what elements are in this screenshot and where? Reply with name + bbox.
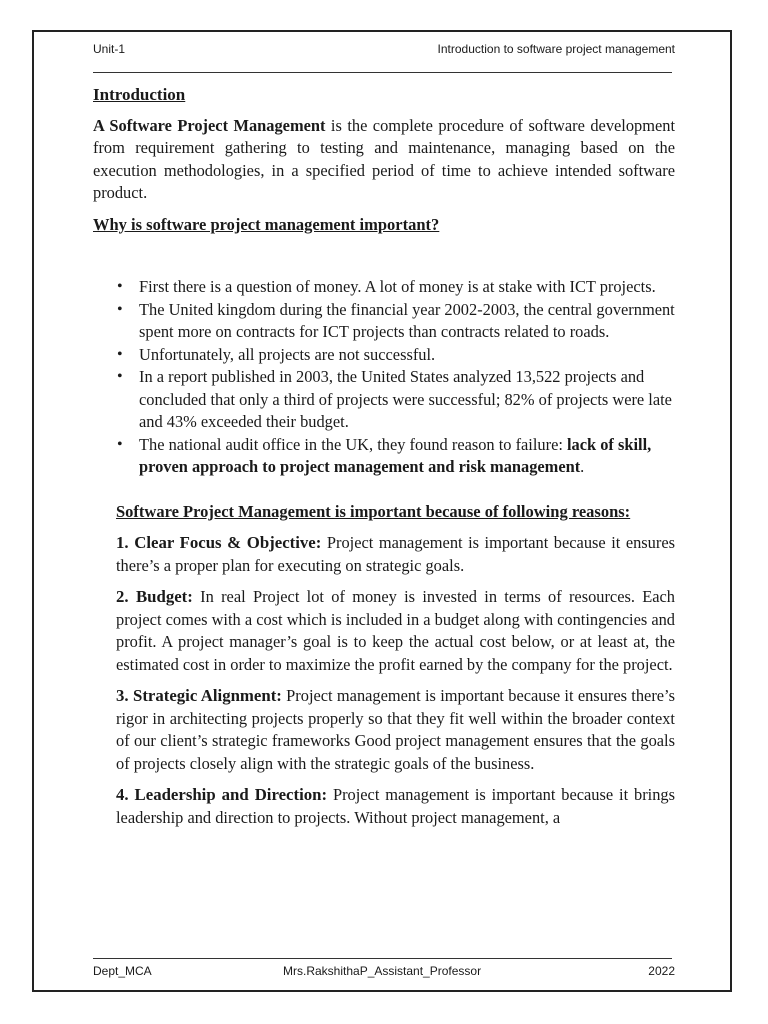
- list-item: • The United kingdom during the financial year 2002-2003, the central government spent more on contracts for ICT projects than contracts related to roads.: [93, 299, 675, 344]
- reason-title: 3. Strategic Alignment:: [116, 686, 282, 705]
- reasons-heading: Software Project Management is important because of following reasons:: [116, 501, 631, 521]
- last-bullet-end: .: [580, 457, 585, 476]
- reason-item: [116, 532, 675, 577]
- reason-title: 1. Clear Focus & Objective:: [116, 533, 322, 552]
- why-bullet-list: [93, 276, 675, 479]
- footer-dept: Dept_MCA: [93, 964, 152, 978]
- reason-title: 4. Leadership and Direction:: [116, 785, 328, 804]
- reason-item: [116, 685, 675, 775]
- page-body: [93, 84, 675, 829]
- why-heading: Why is software project management important?: [93, 214, 440, 234]
- list-item: • First there is a question of money. A lot of money is at stake with ICT projects.: [93, 276, 675, 299]
- reason-text: Project management is important because it ensures there’s rigor in architecting projects properly so that they fit well within the broader context of our client’s strategic frameworks Good project management ensures that the goals of projects closely align with the strategic goals of the business.: [116, 686, 675, 773]
- page-header: [93, 42, 675, 60]
- intro-heading: Introduction: [93, 85, 186, 104]
- reason-title: 2. Budget:: [116, 587, 193, 606]
- intro-text: is the complete procedure of software development from requirement gathering to testing and maintenance, managing based on the execution methodologies, in a specified period of time to achieve intended software product.: [93, 115, 676, 202]
- reasons-section: [93, 501, 675, 830]
- last-bullet-text: The national audit office in the UK, they found reason to failure:: [139, 434, 567, 454]
- reason-item: [116, 784, 675, 829]
- last-bullet-bold: lack of skill, proven approach to project management and risk management: [139, 434, 652, 476]
- footer-author: Mrs.RakshithaP_Assistant_Professor: [283, 964, 482, 978]
- reason-text: Project management is important because it ensures there’s a proper plan for executing on strategic goals.: [116, 533, 675, 575]
- footer-year: 2022: [648, 964, 675, 978]
- header-unit: Unit-1: [93, 42, 126, 56]
- reason-item: [116, 586, 675, 676]
- intro-lead: A Software Project Management: [93, 115, 326, 135]
- list-item: • In a report published in 2003, the United States analyzed 13,522 projects and concluded that only a third of projects were successful; 82% of projects were late and 43% exceeded their budget.: [93, 366, 675, 434]
- intro-paragraph: [93, 115, 675, 205]
- list-item: • Unfortunately, all projects are not successful.: [93, 344, 675, 367]
- header-title: Introduction to software project management: [437, 42, 675, 56]
- list-item: [93, 434, 675, 479]
- reason-text: In real Project lot of money is invested in terms of resources. Each project comes with a cost which is included in a budget along with contingencies and profit. A project manager’s goal is to keep the actual cost below, or at least at, the estimated cost in order to maximize the profit earned by the company for the project.: [116, 587, 675, 674]
- footer-rule: [93, 958, 672, 959]
- reason-text: Project management is important because it brings leadership and direction to projects. Without project management, a: [116, 785, 675, 827]
- header-rule: [93, 72, 672, 73]
- page-footer: [93, 964, 675, 982]
